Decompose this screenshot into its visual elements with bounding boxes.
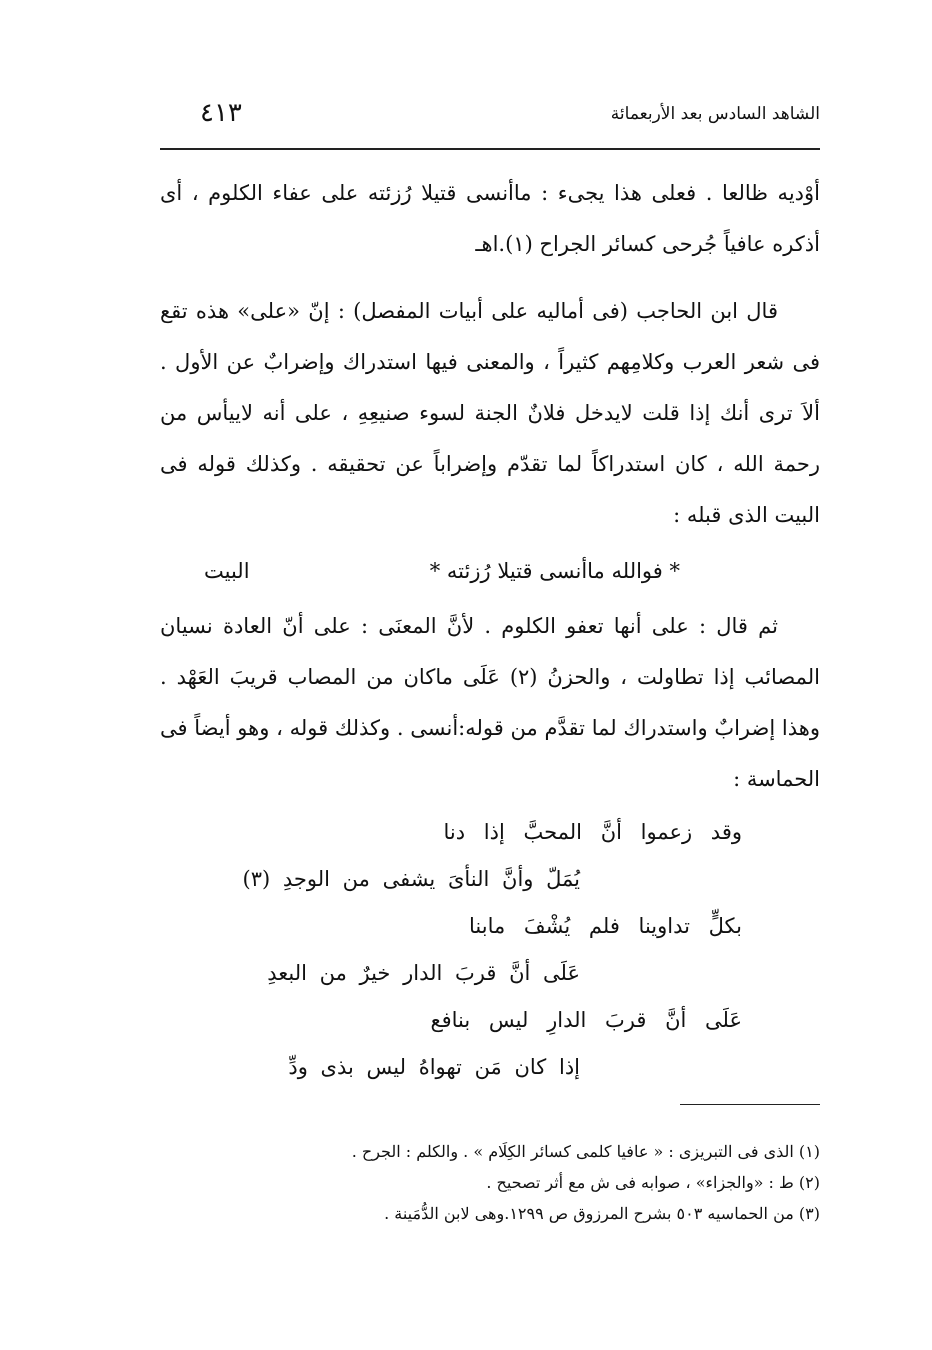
poem-line-text: وقد زعموا أنَّ المحبَّ إذا دنا bbox=[443, 820, 742, 844]
header-divider bbox=[160, 148, 820, 150]
poem-line-text: بكلٍّ تداوينا فلم يُشْفَ مابنا bbox=[469, 914, 742, 938]
footnote-divider bbox=[680, 1104, 820, 1105]
poem-line bbox=[160, 997, 820, 1044]
poem-line-text: إذا كان مَن تهواهُ ليس بذى ودِّ bbox=[288, 1055, 580, 1079]
running-title: الشاهد السادس بعد الأربعمائة bbox=[610, 104, 820, 124]
poem-line bbox=[160, 809, 820, 856]
poem-line-text: يُمَلّ وأنَّ النأىَ يشفى من الوجدِ (٣) bbox=[242, 867, 580, 891]
poem-line bbox=[160, 856, 820, 903]
verse-label: البيت bbox=[204, 559, 250, 583]
poem-line bbox=[160, 950, 820, 997]
poem-line bbox=[160, 1044, 820, 1091]
main-text bbox=[160, 168, 820, 1091]
poem bbox=[160, 809, 820, 1091]
paragraph-1: أوْديه ظالعا . فعلى هذا يجىء : ماأنسى قتيلا رُزئته على عفاء الكلوم ، أى أذكره عافياً جُرحى كسائر الجراح (١).اهـ bbox=[160, 181, 820, 256]
paragraph-3: ثم قال : على أنها تعفو الكلوم . لأنَّ المعنَى : على أنّ العادة نسيان المصائب إذا تطاولت ، والحزنُ (٢) عَلَى ماكان من المصاب قريبَ العَهْد . وهذا إضرابٌ واستدراك لما تقدَّم من قوله:أنسى . وكذلك قوله ، وهو أيضاً فى الحماسة : bbox=[160, 614, 820, 791]
verse-quote bbox=[160, 541, 820, 601]
paragraph-2: قال ابن الحاجب (فى أماليه على أبيات المفصل) : إنّ «على» هذه تقع فى شعر العرب وكلامِهم كثيراً ، والمعنى فيها استدراك وإضرابٌ عن الأول . ألاَ ترى أنك إذا قلت لايدخل فلانٌ الجنة لسوء صنيعِهِ ، على أنه لاييأس من رحمة الله ، كان استدراكاً لما تقدّم وإضراباً عن تحقيقه . وكذلك قوله فى البيت الذى قبله : bbox=[160, 299, 820, 527]
page-number: ٤١٣ bbox=[200, 98, 242, 128]
page-header bbox=[160, 98, 820, 142]
footnotes bbox=[160, 1136, 820, 1229]
poem-line-text: عَلَى أنَّ قربَ الدار خيرٌ من البعدِ bbox=[267, 961, 580, 985]
footnote-2: (٢) ط : «والجزاء» ، صوابه فى ش مع أثر تصحيح . bbox=[486, 1173, 820, 1192]
verse-hemistich: * فوالله ماأنسى قتيلا رُزئته * bbox=[429, 559, 680, 583]
poem-line-text: عَلَى أنَّ قربَ الدارِ ليس بنافع bbox=[430, 1008, 742, 1032]
poem-line bbox=[160, 903, 820, 950]
footnote-3: (٣) من الحماسيه ٥٠٣ بشرح المرزوق ص ١٢٩٩.وهى لابن الدُّمَينة . bbox=[384, 1204, 820, 1223]
paragraph-gap bbox=[160, 270, 820, 286]
footnote-1: (١) الذى فى التبريزى : « عافيا كلمى كسائر الكِلَام » . والكلم : الجرح . bbox=[351, 1142, 820, 1161]
